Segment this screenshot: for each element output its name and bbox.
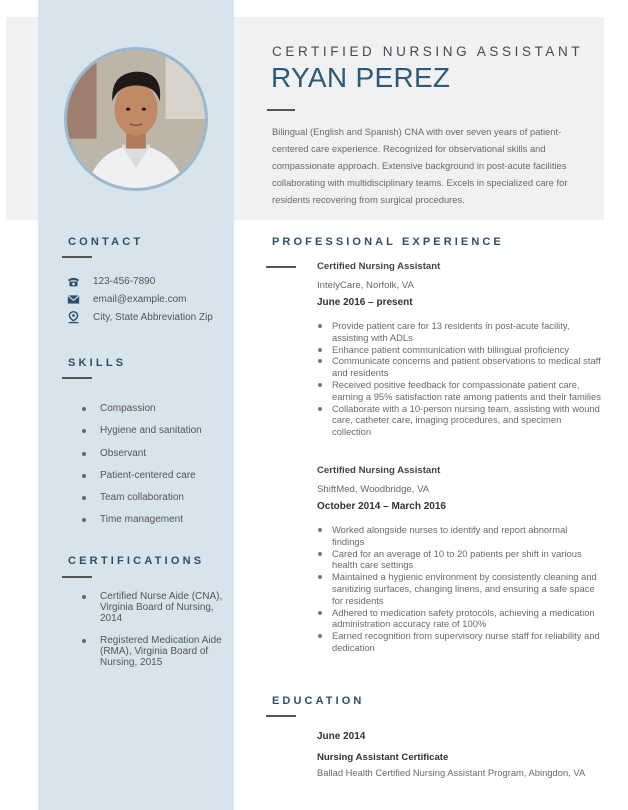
list-item: Adhered to medication safety protocols, achieving a medication administration accuracy rate of 100%	[317, 607, 602, 631]
professional-summary: Bilingual (English and Spanish) CNA with over seven years of patient-centered care experience. Recognized for observational skills and compassionate approach. Extensive background in post-acute facilities collaborating with multidisciplinary teams. Excels in specialized care for residents recovering from surgical procedures.	[272, 126, 568, 205]
job-role: Certified Nursing Assistant	[317, 261, 441, 272]
list-item: Certified Nurse Aide (CNA), Virginia Board of Nursing, 2014	[80, 591, 230, 624]
job-dates: June 2016 – present	[317, 297, 413, 308]
list-item: Observant	[80, 447, 202, 469]
portrait-illustration	[67, 50, 205, 188]
job-dates: October 2014 – March 2016	[317, 501, 446, 512]
certifications-list	[80, 591, 230, 679]
certifications-heading: CERTIFICATIONS	[68, 555, 205, 567]
list-item: Received positive feedback for compassionate patient care, earning a 95% satisfaction rate among patients and their families	[317, 379, 602, 403]
job-entry	[317, 465, 602, 654]
list-item: Maintained a hygienic environment by consistently cleaning and sanitizing surfaces, changing linens, and ensuring a safe space for residents	[317, 571, 602, 606]
experience-heading: PROFESSIONAL EXPERIENCE	[272, 236, 504, 248]
profile-photo	[64, 47, 208, 191]
skills-list	[80, 402, 202, 536]
list-item: Provide patient care for 13 residents in post-acute facility, assisting with ADLs	[317, 320, 602, 344]
education-institution: Ballad Health Certified Nursing Assistant Program, Abingdon, VA	[317, 767, 586, 778]
education-divider	[266, 715, 296, 717]
location-pin-icon	[66, 310, 80, 324]
candidate-name: RYAN PEREZ	[271, 62, 451, 93]
list-item: Hygiene and sanitation	[80, 424, 202, 446]
contact-address	[66, 310, 213, 324]
skills-divider	[62, 377, 92, 379]
job-role: Certified Nursing Assistant	[317, 465, 441, 476]
contact-email	[66, 292, 187, 306]
job-bullets	[317, 320, 602, 438]
envelope-icon	[66, 292, 80, 306]
phone-icon	[66, 274, 80, 288]
contact-heading: CONTACT	[68, 236, 144, 248]
list-item: Worked alongside nurses to identify and report abnormal findings	[317, 524, 602, 548]
list-item: Time management	[80, 513, 202, 535]
list-item: Cared for an average of 10 to 20 patients per shift in various health care settings	[317, 548, 602, 572]
education-date: June 2014	[317, 731, 366, 742]
skills-heading: SKILLS	[68, 357, 127, 369]
list-item: Registered Medication Aide (RMA), Virginia Board of Nursing, 2015	[80, 635, 230, 668]
job-entry	[317, 261, 602, 438]
list-item: Collaborate with a 10-person nursing team, assisting with wound care, catheter care, imaging procedures, and specimen collection	[317, 403, 602, 438]
list-item: Compassion	[80, 402, 202, 424]
name-divider	[267, 109, 295, 111]
address-text: City, State Abbreviation Zip	[93, 311, 213, 323]
education-heading: EDUCATION	[272, 695, 365, 707]
contact-phone	[66, 274, 155, 288]
job-company: IntelyCare, Norfolk, VA	[317, 280, 414, 291]
education-title: Nursing Assistant Certificate	[317, 752, 449, 763]
certifications-divider	[62, 576, 92, 578]
education-entry	[317, 731, 597, 779]
profile-photo-image	[67, 50, 205, 188]
list-item: Team collaboration	[80, 491, 202, 513]
list-item: Communicate concerns and patient observations to medical staff and residents	[317, 355, 602, 379]
experience-divider	[266, 266, 296, 268]
list-item: Earned recognition from supervisory nurse staff for reliability and dedication	[317, 630, 602, 654]
list-item: Enhance patient communication with bilingual proficiency	[317, 344, 602, 356]
job-company: ShiftMed, Woodbridge, VA	[317, 484, 430, 495]
job-title: CERTIFIED NURSING ASSISTANT	[272, 44, 584, 59]
job-bullets	[317, 524, 602, 654]
list-item: Patient-centered care	[80, 469, 202, 491]
contact-divider	[62, 256, 92, 258]
email-address[interactable]: email@example.com	[93, 293, 187, 305]
phone-number[interactable]: 123-456-7890	[93, 275, 156, 287]
